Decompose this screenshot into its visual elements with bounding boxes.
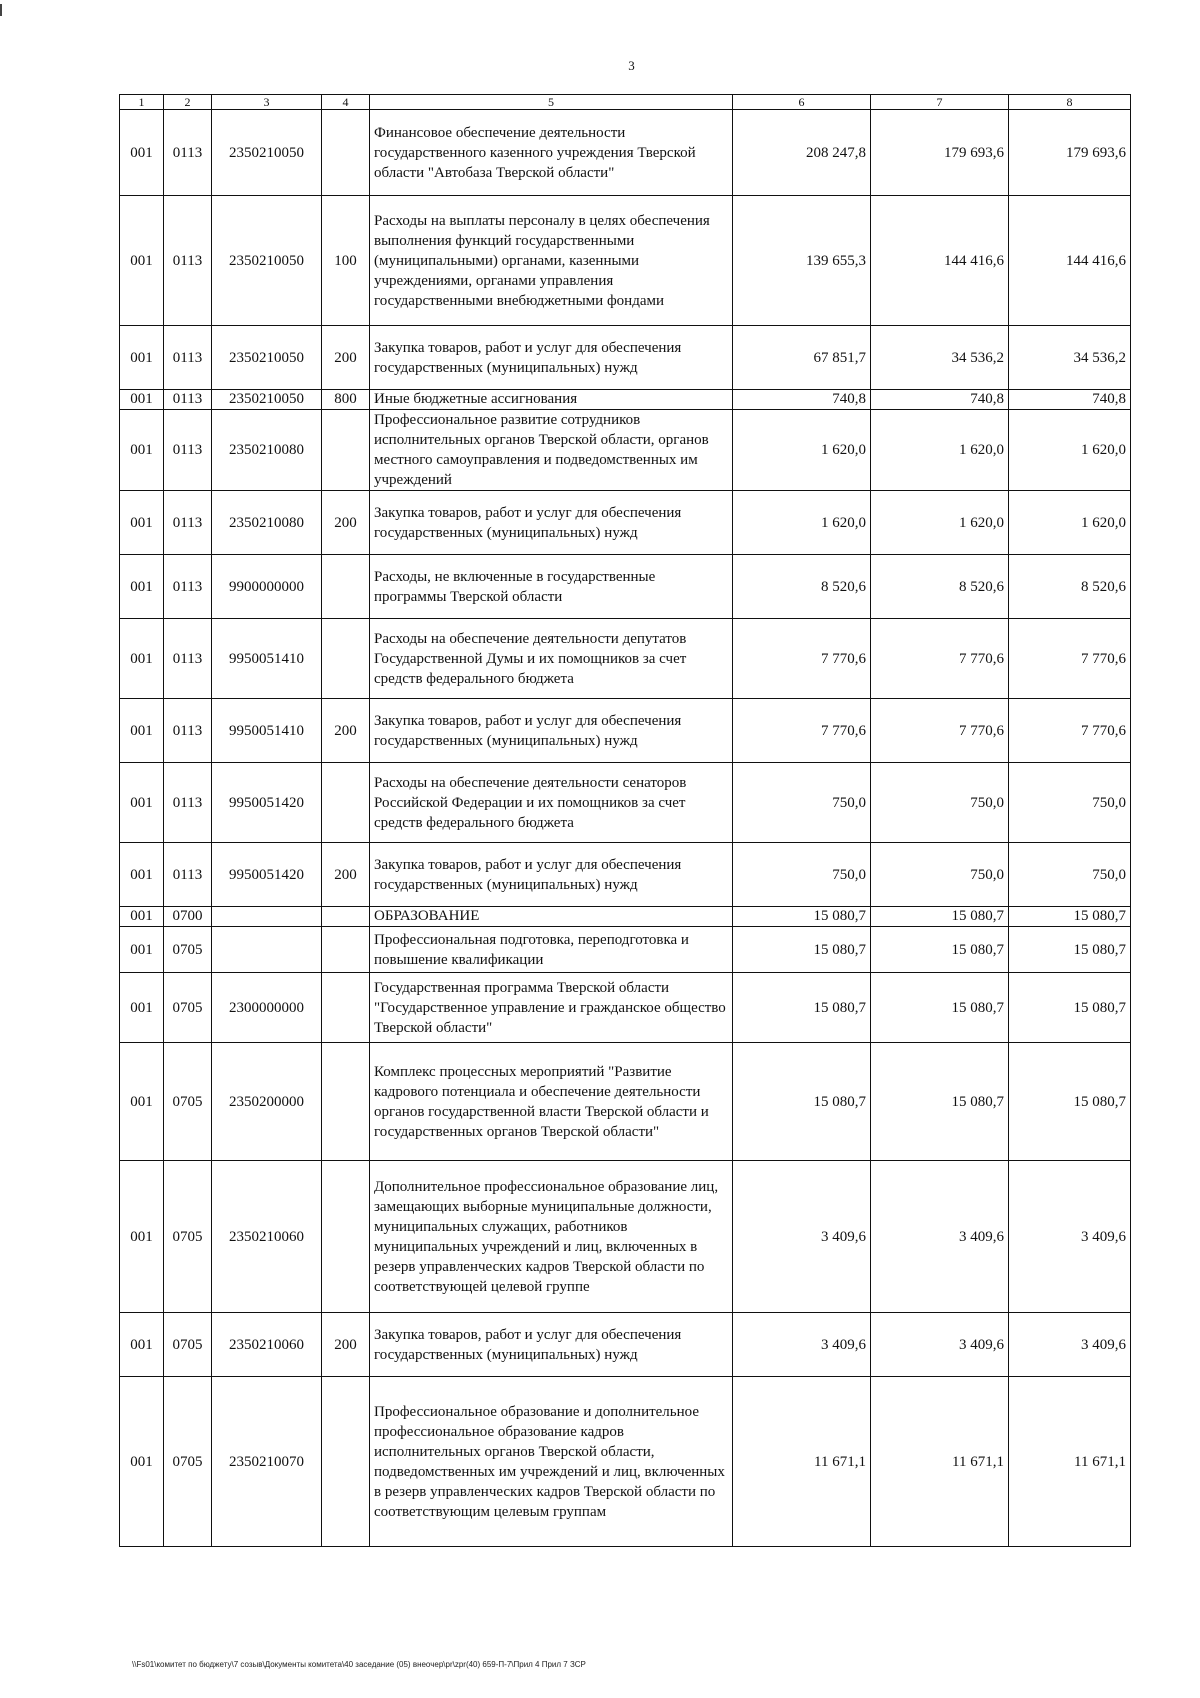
target-article-cell: 2350210060: [212, 1161, 322, 1313]
amount-col6-cell: 67 851,7: [733, 326, 871, 390]
amount-col8-cell: 3 409,6: [1009, 1161, 1131, 1313]
expense-type-cell: [322, 110, 370, 196]
column-number: 3: [212, 95, 322, 110]
description-cell: Профессиональное образование и дополнительное профессиональное образование кадров исполнительных органов Тверской области, подведомственных им учреждений и лиц, включенных в резерв управленческих кадров Тверской области по соответствующим целевым группам: [370, 1377, 733, 1547]
amount-col8-cell: 740,8: [1009, 390, 1131, 410]
amount-col8-cell: 15 080,7: [1009, 927, 1131, 973]
amount-col6-cell: 750,0: [733, 843, 871, 907]
description-cell: Закупка товаров, работ и услуг для обеспечения государственных (муниципальных) нужд: [370, 1313, 733, 1377]
description-cell: Комплекс процессных мероприятий "Развитие кадрового потенциала и обеспечение деятельности органов государственной власти Тверской области и государственных органов Тверской области": [370, 1043, 733, 1161]
budget-code-cell: 001: [120, 843, 164, 907]
budget-code-cell: 001: [120, 927, 164, 973]
amount-col6-cell: 8 520,6: [733, 555, 871, 619]
section-code-cell: 0705: [164, 1161, 212, 1313]
column-number: 5: [370, 95, 733, 110]
section-code-cell: 0705: [164, 1043, 212, 1161]
table-row: [120, 763, 1131, 843]
amount-col8-cell: 11 671,1: [1009, 1377, 1131, 1547]
amount-col7-cell: 3 409,6: [871, 1313, 1009, 1377]
expense-type-cell: [322, 1377, 370, 1547]
target-article-cell: [212, 907, 322, 927]
amount-col8-cell: 1 620,0: [1009, 491, 1131, 555]
section-code-cell: 0113: [164, 326, 212, 390]
target-article-cell: 9900000000: [212, 555, 322, 619]
column-number: 2: [164, 95, 212, 110]
column-number-row: [120, 95, 1131, 110]
amount-col6-cell: 3 409,6: [733, 1313, 871, 1377]
budget-code-cell: 001: [120, 326, 164, 390]
expense-type-cell: 200: [322, 1313, 370, 1377]
budget-code-cell: 001: [120, 1161, 164, 1313]
amount-col6-cell: 1 620,0: [733, 491, 871, 555]
target-article-cell: 2350210050: [212, 196, 322, 326]
amount-col7-cell: 144 416,6: [871, 196, 1009, 326]
target-article-cell: 2350210050: [212, 110, 322, 196]
description-cell: Профессиональное развитие сотрудников исполнительных органов Тверской области, органов местного самоуправления и подведомственных им учреждений: [370, 410, 733, 491]
expense-type-cell: [322, 410, 370, 491]
target-article-cell: 2350210070: [212, 1377, 322, 1547]
target-article-cell: 9950051410: [212, 619, 322, 699]
section-code-cell: 0113: [164, 555, 212, 619]
amount-col8-cell: 7 770,6: [1009, 699, 1131, 763]
section-code-cell: 0705: [164, 973, 212, 1043]
description-cell: Закупка товаров, работ и услуг для обеспечения государственных (муниципальных) нужд: [370, 699, 733, 763]
target-article-cell: 2300000000: [212, 973, 322, 1043]
amount-col6-cell: 208 247,8: [733, 110, 871, 196]
budget-code-cell: 001: [120, 1377, 164, 1547]
amount-col8-cell: 15 080,7: [1009, 973, 1131, 1043]
amount-col7-cell: 740,8: [871, 390, 1009, 410]
description-cell: Иные бюджетные ассигнования: [370, 390, 733, 410]
table-row: [120, 491, 1131, 555]
table-row: [120, 1313, 1131, 1377]
amount-col8-cell: 1 620,0: [1009, 410, 1131, 491]
budget-code-cell: 001: [120, 699, 164, 763]
table-row: [120, 699, 1131, 763]
table-row: [120, 326, 1131, 390]
table-row: [120, 973, 1131, 1043]
expense-type-cell: [322, 555, 370, 619]
expense-type-cell: 200: [322, 326, 370, 390]
section-code-cell: 0113: [164, 619, 212, 699]
column-number: 8: [1009, 95, 1131, 110]
table-row: [120, 843, 1131, 907]
amount-col6-cell: 15 080,7: [733, 907, 871, 927]
amount-col7-cell: 1 620,0: [871, 491, 1009, 555]
description-cell: Расходы, не включенные в государственные программы Тверской области: [370, 555, 733, 619]
amount-col7-cell: 750,0: [871, 843, 1009, 907]
amount-col7-cell: 11 671,1: [871, 1377, 1009, 1547]
expense-type-cell: [322, 763, 370, 843]
table-row: [120, 555, 1131, 619]
expense-type-cell: 200: [322, 491, 370, 555]
budget-code-cell: 001: [120, 763, 164, 843]
amount-col8-cell: 750,0: [1009, 763, 1131, 843]
amount-col8-cell: 15 080,7: [1009, 907, 1131, 927]
description-cell: Расходы на обеспечение деятельности депутатов Государственной Думы и их помощников за счет средств федерального бюджета: [370, 619, 733, 699]
column-number: 4: [322, 95, 370, 110]
section-code-cell: 0113: [164, 843, 212, 907]
budget-code-cell: 001: [120, 110, 164, 196]
amount-col8-cell: 8 520,6: [1009, 555, 1131, 619]
section-code-cell: 0705: [164, 927, 212, 973]
description-cell: Расходы на обеспечение деятельности сенаторов Российской Федерации и их помощников за счет средств федерального бюджета: [370, 763, 733, 843]
expense-type-cell: 800: [322, 390, 370, 410]
budget-code-cell: 001: [120, 491, 164, 555]
table-row: [120, 110, 1131, 196]
amount-col6-cell: 15 080,7: [733, 973, 871, 1043]
expense-type-cell: 200: [322, 699, 370, 763]
expense-type-cell: [322, 619, 370, 699]
table-row: [120, 927, 1131, 973]
footer-file-path: \\Fs01\комитет по бюджету\7 созыв\Документы комитета\40 заседание (05) внеочер\pr\zpr(40) 659-П-7\Прил 4 Прил 7 ЗСР: [132, 1660, 586, 1669]
table-row: [120, 410, 1131, 491]
budget-code-cell: 001: [120, 555, 164, 619]
column-number: 7: [871, 95, 1009, 110]
section-code-cell: 0705: [164, 1313, 212, 1377]
budget-code-cell: 001: [120, 619, 164, 699]
expense-type-cell: 200: [322, 843, 370, 907]
description-cell: Закупка товаров, работ и услуг для обеспечения государственных (муниципальных) нужд: [370, 326, 733, 390]
section-code-cell: 0113: [164, 390, 212, 410]
target-article-cell: 2350210050: [212, 390, 322, 410]
table-body: [120, 110, 1131, 1547]
section-code-cell: 0113: [164, 410, 212, 491]
section-code-cell: 0113: [164, 110, 212, 196]
target-article-cell: [212, 927, 322, 973]
section-code-cell: 0113: [164, 196, 212, 326]
budget-code-cell: 001: [120, 410, 164, 491]
description-cell: Расходы на выплаты персоналу в целях обеспечения выполнения функций государственными (муниципальными) органами, казенными учреждениями, органами управления государственными внебюджетными фондами: [370, 196, 733, 326]
target-article-cell: 2350200000: [212, 1043, 322, 1161]
table-row: [120, 196, 1131, 326]
table-row: [120, 619, 1131, 699]
amount-col8-cell: 15 080,7: [1009, 1043, 1131, 1161]
amount-col7-cell: 1 620,0: [871, 410, 1009, 491]
amount-col7-cell: 750,0: [871, 763, 1009, 843]
amount-col6-cell: 15 080,7: [733, 1043, 871, 1161]
budget-code-cell: 001: [120, 973, 164, 1043]
amount-col8-cell: 179 693,6: [1009, 110, 1131, 196]
amount-col8-cell: 144 416,6: [1009, 196, 1131, 326]
expense-type-cell: [322, 1043, 370, 1161]
amount-col7-cell: 34 536,2: [871, 326, 1009, 390]
amount-col7-cell: 15 080,7: [871, 973, 1009, 1043]
target-article-cell: 2350210050: [212, 326, 322, 390]
table-row: [120, 390, 1131, 410]
amount-col7-cell: 15 080,7: [871, 927, 1009, 973]
target-article-cell: 9950051420: [212, 843, 322, 907]
section-code-cell: 0700: [164, 907, 212, 927]
description-cell: Закупка товаров, работ и услуг для обеспечения государственных (муниципальных) нужд: [370, 491, 733, 555]
table-row: [120, 1377, 1131, 1547]
section-code-cell: 0113: [164, 491, 212, 555]
budget-code-cell: 001: [120, 1313, 164, 1377]
description-cell: ОБРАЗОВАНИЕ: [370, 907, 733, 927]
expense-type-cell: [322, 1161, 370, 1313]
scan-edge-mark: [0, 4, 2, 16]
amount-col6-cell: 7 770,6: [733, 619, 871, 699]
amount-col7-cell: 15 080,7: [871, 907, 1009, 927]
target-article-cell: 2350210080: [212, 491, 322, 555]
amount-col6-cell: 1 620,0: [733, 410, 871, 491]
table-row: [120, 1161, 1131, 1313]
target-article-cell: 2350210060: [212, 1313, 322, 1377]
amount-col6-cell: 15 080,7: [733, 927, 871, 973]
amount-col6-cell: 750,0: [733, 763, 871, 843]
target-article-cell: 9950051420: [212, 763, 322, 843]
amount-col8-cell: 750,0: [1009, 843, 1131, 907]
amount-col6-cell: 7 770,6: [733, 699, 871, 763]
description-cell: Дополнительное профессиональное образование лиц, замещающих выборные муниципальные должности, муниципальных служащих, работников муниципальных учреждений и лиц, включенных в резерв управленческих кадров Тверской области по соответствующей целевой группе: [370, 1161, 733, 1313]
column-number: 1: [120, 95, 164, 110]
amount-col8-cell: 7 770,6: [1009, 619, 1131, 699]
amount-col7-cell: 3 409,6: [871, 1161, 1009, 1313]
budget-code-cell: 001: [120, 390, 164, 410]
section-code-cell: 0113: [164, 699, 212, 763]
budget-code-cell: 001: [120, 196, 164, 326]
description-cell: Финансовое обеспечение деятельности государственного казенного учреждения Тверской области "Автобаза Тверской области": [370, 110, 733, 196]
amount-col6-cell: 3 409,6: [733, 1161, 871, 1313]
target-article-cell: 2350210080: [212, 410, 322, 491]
amount-col7-cell: 7 770,6: [871, 619, 1009, 699]
amount-col6-cell: 139 655,3: [733, 196, 871, 326]
amount-col7-cell: 179 693,6: [871, 110, 1009, 196]
amount-col6-cell: 740,8: [733, 390, 871, 410]
budget-table: [119, 94, 1131, 1547]
amount-col6-cell: 11 671,1: [733, 1377, 871, 1547]
amount-col8-cell: 34 536,2: [1009, 326, 1131, 390]
description-cell: Закупка товаров, работ и услуг для обеспечения государственных (муниципальных) нужд: [370, 843, 733, 907]
expense-type-cell: [322, 907, 370, 927]
table-row: [120, 907, 1131, 927]
amount-col7-cell: 7 770,6: [871, 699, 1009, 763]
expense-type-cell: [322, 973, 370, 1043]
description-cell: Профессиональная подготовка, переподготовка и повышение квалификации: [370, 927, 733, 973]
section-code-cell: 0113: [164, 763, 212, 843]
section-code-cell: 0705: [164, 1377, 212, 1547]
expense-type-cell: 100: [322, 196, 370, 326]
target-article-cell: 9950051410: [212, 699, 322, 763]
amount-col7-cell: 15 080,7: [871, 1043, 1009, 1161]
amount-col8-cell: 3 409,6: [1009, 1313, 1131, 1377]
table-row: [120, 1043, 1131, 1161]
budget-code-cell: 001: [120, 907, 164, 927]
budget-code-cell: 001: [120, 1043, 164, 1161]
column-number: 6: [733, 95, 871, 110]
description-cell: Государственная программа Тверской области "Государственное управление и гражданское общество Тверской области": [370, 973, 733, 1043]
page-number: 3: [628, 58, 635, 73]
amount-col7-cell: 8 520,6: [871, 555, 1009, 619]
expense-type-cell: [322, 927, 370, 973]
